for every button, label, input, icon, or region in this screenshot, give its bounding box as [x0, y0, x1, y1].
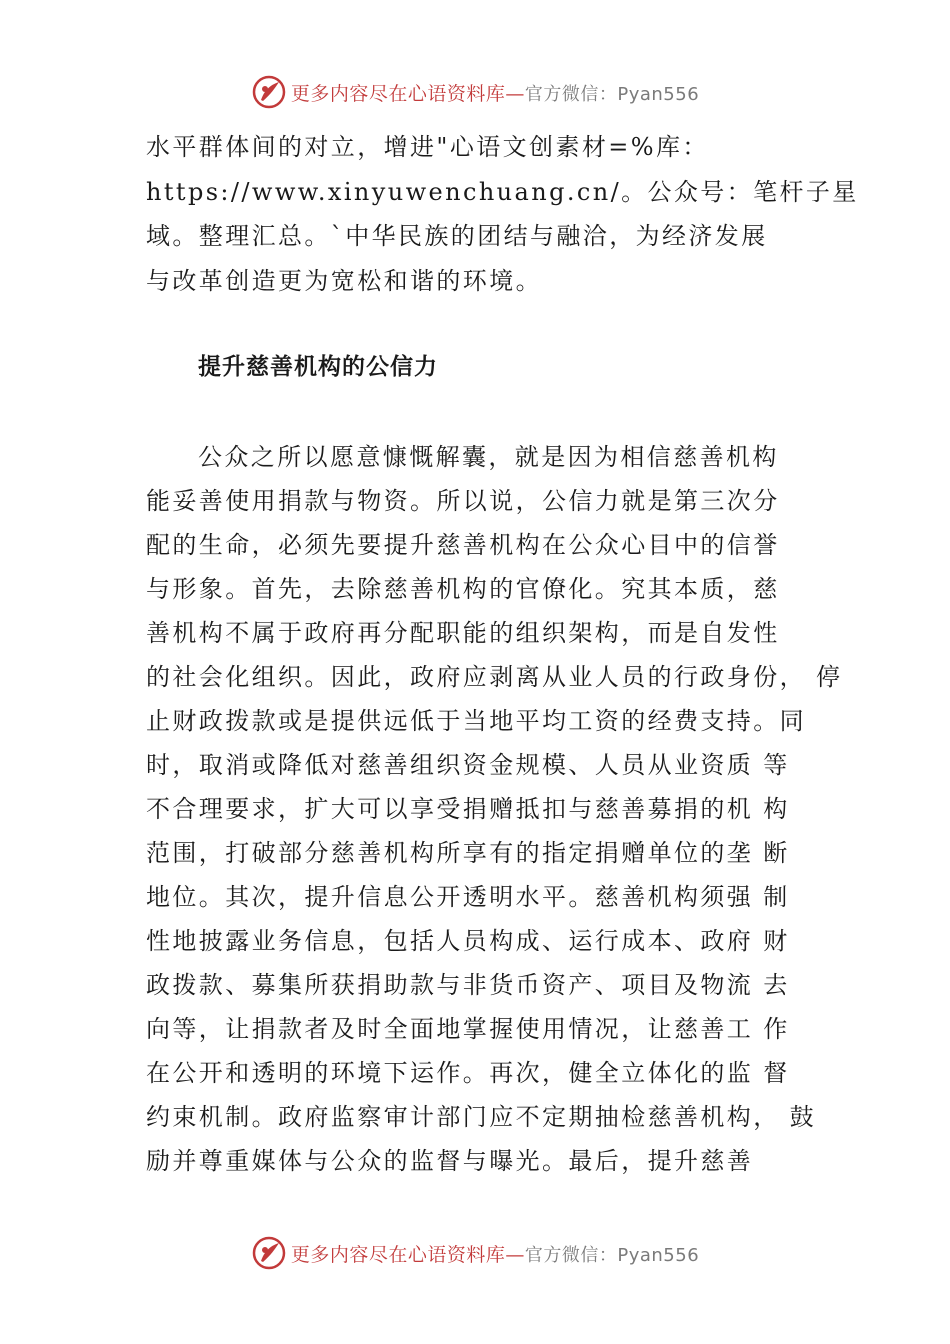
text-line: 在公开和透明的环境下运作。再次，健全立体化的监 督	[146, 1059, 790, 1087]
text-line: 范围，打破部分慈善机构所享有的指定捐赠单位的垄 断	[146, 839, 790, 867]
text-line: 不合理要求，扩大可以享受捐赠抵扣与慈善募捐的机 构	[146, 795, 790, 823]
text-line: 约束机制。政府监察审计部门应不定期抽检慈善机构， 鼓	[146, 1103, 817, 1131]
text-line: 止财政拨款或是提供远低于当地平均工资的经费支持。同	[146, 707, 806, 735]
text-line: 水平群体间的对立，增进"心语文创素材=%库：	[146, 133, 709, 161]
text-line: 地位。其次，提升信息公开透明水平。慈善机构须强 制	[146, 883, 790, 911]
brand-logo-icon	[251, 1235, 287, 1271]
text-line: 励并尊重媒体与公众的监督与曝光。最后，提升慈善	[146, 1147, 754, 1175]
text-line: 能妥善使用捐款与物资。所以说，公信力就是第三次分	[146, 487, 780, 515]
text-line: 公众之所以愿意慷慨解囊，就是因为相信慈善机构	[198, 443, 779, 471]
text-line: 向等，让捐款者及时全面地掌握使用情况，让慈善工 作	[146, 1015, 790, 1043]
text-line: 配的生命，必须先要提升慈善机构在公众心目中的信誉	[146, 531, 780, 559]
header-watermark-banner	[0, 72, 950, 112]
text-line: 时，取消或降低对慈善组织资金规模、人员从业资质 等	[146, 751, 790, 779]
text-line: 的社会化组织。因此，政府应剥离从业人员的行政身份， 停	[146, 663, 843, 691]
banner-separator: —	[505, 82, 525, 105]
banner-separator: —	[505, 1243, 525, 1266]
banner-title: 更多内容尽在心语资料库	[290, 82, 506, 105]
section-heading: 提升慈善机构的公信力	[198, 354, 438, 380]
brand-logo-icon	[251, 74, 287, 110]
text-line: 善机构不属于政府再分配职能的组织架构，而是自发性	[146, 619, 780, 647]
text-line: 与形象。首先，去除慈善机构的官僚化。究其本质，慈	[146, 575, 780, 603]
banner-wechat: 官方微信：Pyan556	[524, 83, 700, 105]
footer-watermark-banner	[0, 1233, 950, 1273]
text-line: 性地披露业务信息，包括人员构成、运行成本、政府 财	[146, 927, 790, 955]
banner-wechat: 官方微信：Pyan556	[524, 1244, 700, 1266]
banner-title: 更多内容尽在心语资料库	[290, 1243, 506, 1266]
text-line: 与改革创造更为宽松和谐的环境。	[146, 267, 542, 295]
text-line: 域。整理汇总。`中华民族的团结与融洽，为经济发展	[146, 222, 768, 250]
text-line: https://www.xinyuwenchuang.cn/。公众号：笔杆子星	[146, 178, 859, 206]
text-line: 政拨款、募集所获捐助款与非货币资产、项目及物流 去	[146, 971, 790, 999]
